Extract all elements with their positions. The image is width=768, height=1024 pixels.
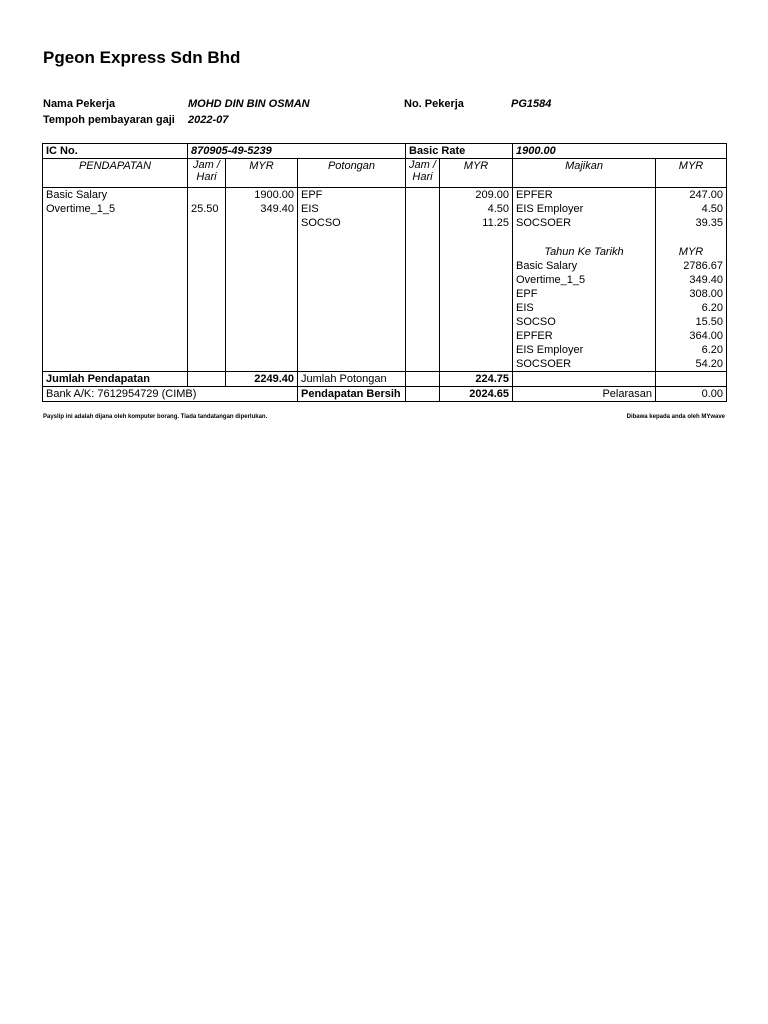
totals-row — [43, 372, 727, 387]
units-bottom: Hari — [196, 171, 217, 183]
ytd-amount: 2786.67 — [656, 259, 727, 273]
employee-name: MOHD DIN BIN OSMAN — [188, 98, 310, 110]
ytd-row — [43, 287, 727, 301]
deduction-units — [406, 216, 440, 230]
ytd-row — [43, 301, 727, 315]
deduction-units — [406, 202, 440, 216]
ytd-title: Tahun Ke Tarikh — [513, 245, 656, 259]
ytd-label: EPFER — [513, 329, 656, 343]
ic-number: 870905-49-5239 — [188, 144, 406, 159]
company-name: Pgeon Express Sdn Bhd — [43, 48, 241, 67]
ic-label: IC No. — [43, 144, 188, 159]
total-deductions: 224.75 — [440, 372, 513, 387]
earnings-myr-header: MYR — [226, 159, 298, 188]
employer-label: EIS Employer — [513, 202, 656, 216]
total-earnings: 2249.40 — [226, 372, 298, 387]
payslip-table — [42, 143, 727, 402]
ytd-label: Overtime_1_5 — [513, 273, 656, 287]
deduction-amount: 11.25 — [440, 216, 513, 230]
ytd-amount: 6.20 — [656, 343, 727, 357]
ytd-label: EIS Employer — [513, 343, 656, 357]
ytd-amount: 54.20 — [656, 357, 727, 372]
earning-units — [188, 216, 226, 230]
ytd-currency: MYR — [656, 245, 727, 259]
deductions-units-header — [406, 159, 440, 188]
earning-amount: 1900.00 — [226, 188, 298, 203]
employer-amount: 247.00 — [656, 188, 727, 203]
ytd-row — [43, 315, 727, 329]
net-pay: 2024.65 — [440, 387, 513, 402]
ytd-row — [43, 357, 727, 372]
deductions-header: Potongan — [298, 159, 406, 188]
net-row — [43, 387, 727, 402]
spacer-row — [43, 230, 727, 245]
earnings-units-header — [188, 159, 226, 188]
ic-row — [43, 144, 727, 159]
employer-header: Majikan — [513, 159, 656, 188]
ytd-label: EPF — [513, 287, 656, 301]
earnings-header: PENDAPATAN — [43, 159, 188, 188]
employee-id-label: No. Pekerja — [404, 98, 464, 110]
ytd-amount: 308.00 — [656, 287, 727, 301]
ytd-amount: 364.00 — [656, 329, 727, 343]
basic-rate: 1900.00 — [513, 144, 727, 159]
deduction-amount: 209.00 — [440, 188, 513, 203]
ytd-amount: 349.40 — [656, 273, 727, 287]
basic-rate-label: Basic Rate — [406, 144, 513, 159]
table-row — [43, 188, 727, 203]
employee-name-label: Nama Pekerja — [43, 98, 116, 110]
employer-amount: 4.50 — [656, 202, 727, 216]
column-header-row — [43, 159, 727, 188]
employer-myr-header: MYR — [656, 159, 727, 188]
deduction-label: EPF — [298, 188, 406, 203]
ytd-amount: 6.20 — [656, 301, 727, 315]
net-pay-label: Pendapatan Bersih — [298, 387, 406, 402]
earning-label: Basic Salary — [43, 188, 188, 203]
units-bottom: Hari — [412, 171, 433, 183]
units-top: Jam / — [409, 159, 436, 171]
table-row — [43, 216, 727, 230]
footer-note: Payslip ini adalah dijana oleh komputer borang. Tiada tandatangan diperlukan. — [43, 414, 268, 420]
ytd-label: EIS — [513, 301, 656, 315]
ytd-row — [43, 343, 727, 357]
units-top: Jam / — [193, 159, 220, 171]
earning-units — [188, 188, 226, 203]
table-row — [43, 202, 727, 216]
pay-period: 2022-07 — [188, 114, 229, 126]
deductions-myr-header: MYR — [440, 159, 513, 188]
earning-amount: 349.40 — [226, 202, 298, 216]
earning-label — [43, 216, 188, 230]
deduction-label: EIS — [298, 202, 406, 216]
employer-amount: 39.35 — [656, 216, 727, 230]
deduction-label: SOCSO — [298, 216, 406, 230]
employee-id: PG1584 — [511, 98, 552, 110]
employer-label: SOCSOER — [513, 216, 656, 230]
footer-credit: Dibawa kepada anda oleh MYwave — [626, 414, 725, 420]
ytd-row — [43, 329, 727, 343]
ytd-header-row — [43, 245, 727, 259]
deduction-units — [406, 188, 440, 203]
deduction-amount: 4.50 — [440, 202, 513, 216]
ytd-amount: 15.50 — [656, 315, 727, 329]
ytd-row — [43, 259, 727, 273]
earning-label: Overtime_1_5 — [43, 202, 188, 216]
rounding-label: Pelarasan — [513, 387, 656, 402]
bank-account: Bank A/K: 7612954729 (CIMB) — [43, 387, 298, 402]
ytd-label: SOCSOER — [513, 357, 656, 372]
ytd-row — [43, 273, 727, 287]
total-deductions-label: Jumlah Potongan — [298, 372, 406, 387]
total-earnings-label: Jumlah Pendapatan — [43, 372, 188, 387]
earning-units: 25.50 — [188, 202, 226, 216]
ytd-label: SOCSO — [513, 315, 656, 329]
ytd-label: Basic Salary — [513, 259, 656, 273]
earning-amount — [226, 216, 298, 230]
employer-label: EPFER — [513, 188, 656, 203]
rounding-amount: 0.00 — [656, 387, 727, 402]
pay-period-label: Tempoh pembayaran gaji — [43, 114, 175, 126]
